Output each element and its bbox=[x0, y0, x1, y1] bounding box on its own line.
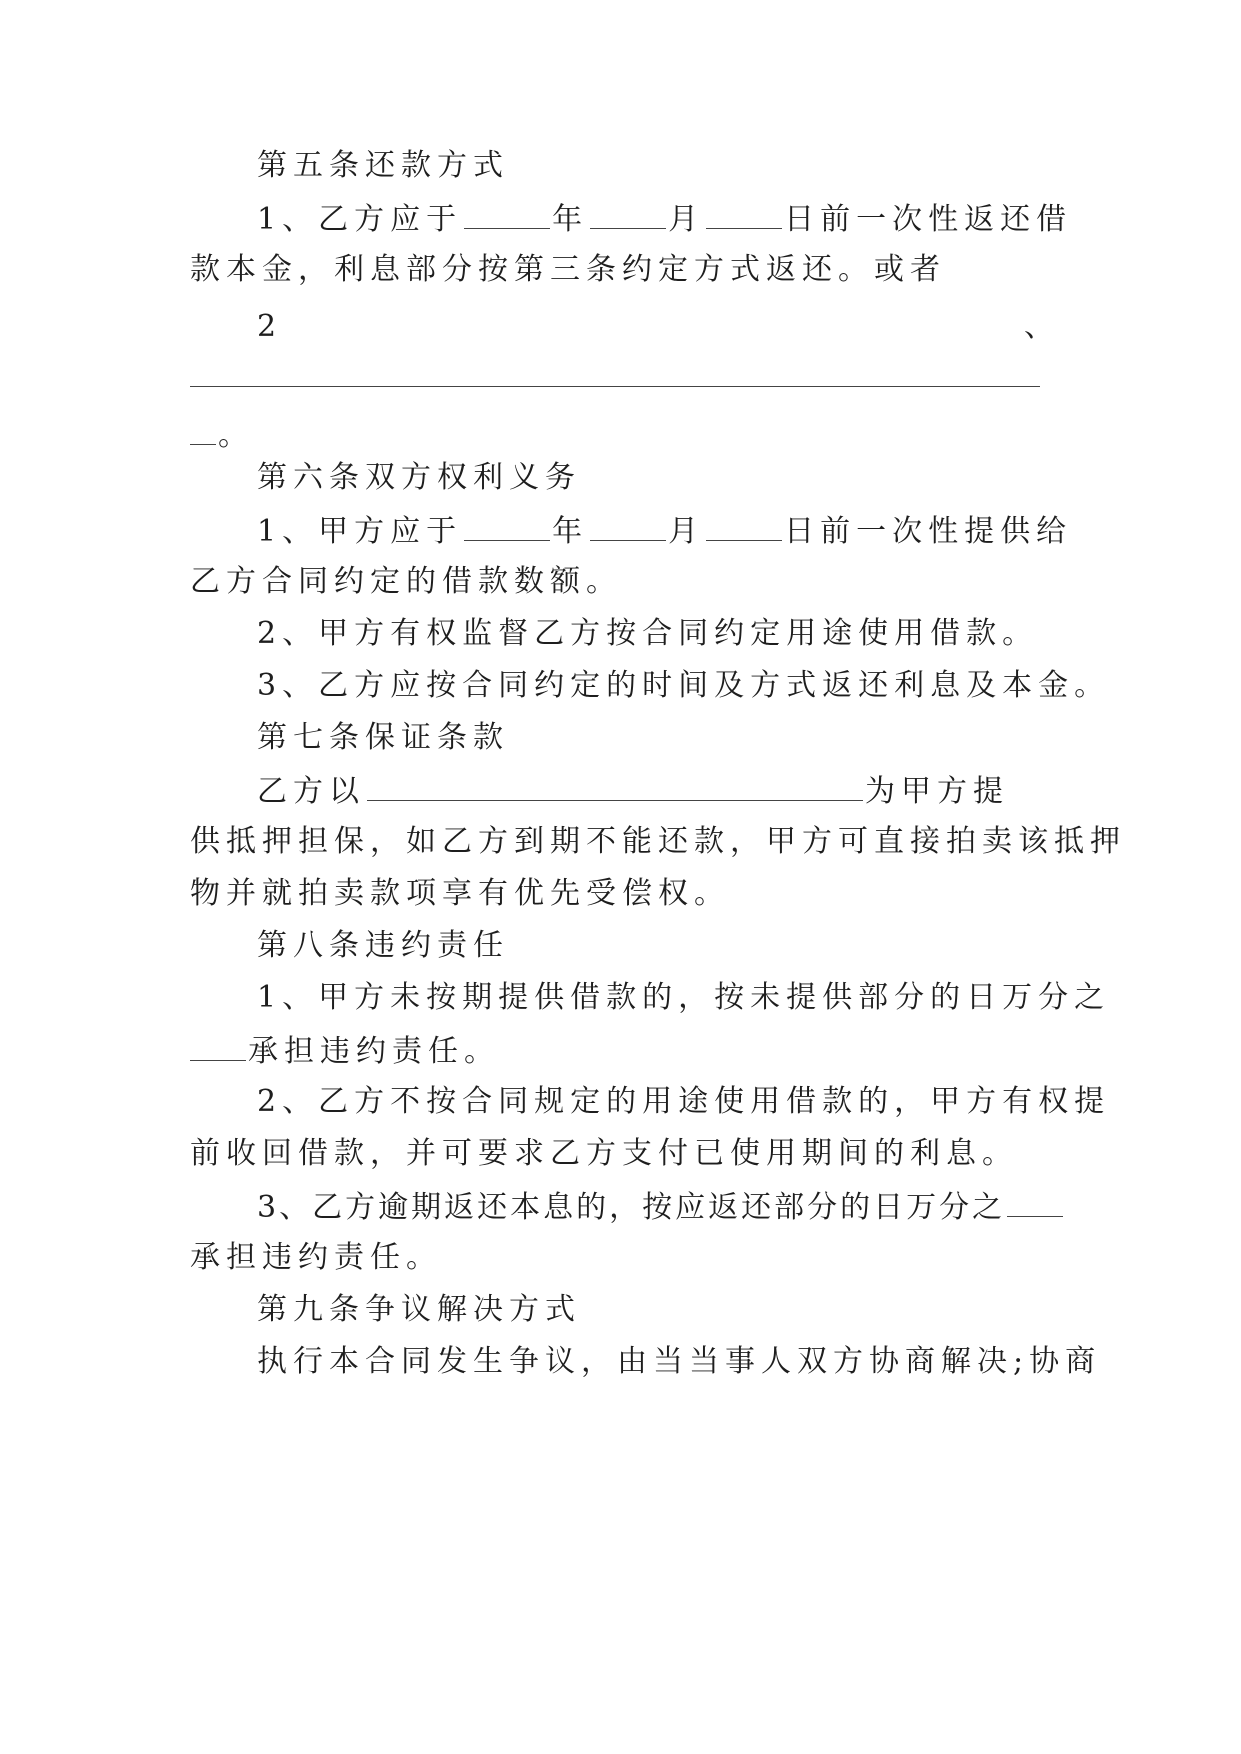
section-8-clause-2-line-1: 2、乙方不按合同规定的用途使用借款的，甲方有权提 bbox=[257, 1084, 1111, 1119]
section-5-clause-1-line-2: 款本金，利息部分按第三条约定方式返还。或者 bbox=[190, 252, 946, 287]
blank-day bbox=[706, 510, 782, 541]
section-6-title: 第六条双方权利义务 bbox=[257, 460, 581, 495]
section-8-clause-1-line-2 bbox=[190, 1030, 500, 1072]
clause-text: 为甲方提 bbox=[865, 774, 1009, 809]
month-label: 月 bbox=[668, 514, 705, 549]
section-7-clause-line-2: 供抵押担保，如乙方到期不能还款，甲方可直接拍卖该抵押 bbox=[190, 824, 1126, 859]
section-6-clause-3: 3、乙方应按合同约定的时间及方式返还利息及本金。 bbox=[257, 668, 1111, 703]
blank-month bbox=[590, 510, 666, 541]
clause-text: 承担违约责任。 bbox=[248, 1034, 500, 1069]
blank-day bbox=[706, 198, 782, 229]
section-9-title: 第九条争议解决方式 bbox=[257, 1292, 581, 1327]
section-9-clause-line-1: 执行本合同发生争议，由当当事人双方协商解决;协商 bbox=[257, 1344, 1102, 1379]
section-7-title: 第七条保证条款 bbox=[257, 720, 509, 755]
clause-text: 日前一次性提供给 bbox=[784, 514, 1073, 549]
section-8-clause-2-line-2: 前收回借款，并可要求乙方支付已使用期间的利息。 bbox=[190, 1136, 1018, 1171]
blank-collateral bbox=[367, 770, 863, 801]
clause-end: 。 bbox=[218, 418, 254, 453]
section-8-clause-3-line-2: 承担违约责任。 bbox=[190, 1240, 442, 1275]
clause-text: 1、乙方应于 bbox=[257, 202, 463, 237]
section-7-clause-line-3: 物并就拍卖款项享有优先受偿权。 bbox=[190, 876, 730, 911]
blank-rate bbox=[190, 1030, 246, 1061]
section-8-clause-3-line-1 bbox=[257, 1186, 1065, 1228]
section-6-clause-2: 2、甲方有权监督乙方按合同约定用途使用借款。 bbox=[257, 616, 1039, 651]
blank-year bbox=[464, 510, 550, 541]
section-6-clause-1-line-1 bbox=[257, 510, 1072, 552]
section-8-title: 第八条违约责任 bbox=[257, 928, 509, 963]
section-8-clause-1-line-1: 1、甲方未按期提供借款的，按未提供部分的日万分之 bbox=[257, 980, 1111, 1015]
blank-line-full bbox=[190, 386, 1040, 387]
clause-number: 2 bbox=[257, 309, 283, 344]
clause-separator: 、 bbox=[1024, 309, 1060, 344]
clause-text: 3、乙方逾期返还本息的，按应返还部分的日万分之 bbox=[257, 1190, 1006, 1225]
year-label: 年 bbox=[552, 202, 589, 237]
blank-year bbox=[464, 198, 550, 229]
year-label: 年 bbox=[552, 514, 589, 549]
month-label: 月 bbox=[668, 202, 705, 237]
clause-text: 日前一次性返还借 bbox=[784, 202, 1073, 237]
clause-text: 1、甲方应于 bbox=[257, 514, 463, 549]
clause-text: 乙方以 bbox=[257, 774, 365, 809]
section-7-clause-line-1 bbox=[257, 770, 1009, 812]
blank-rate bbox=[1007, 1186, 1063, 1217]
section-6-clause-1-line-2: 乙方合同约定的借款数额。 bbox=[190, 564, 622, 599]
blank-month bbox=[590, 198, 666, 229]
section-5-title: 第五条还款方式 bbox=[257, 148, 509, 183]
section-5-clause-2-line-3 bbox=[190, 414, 254, 456]
section-5-clause-1-line-1 bbox=[257, 198, 1072, 240]
blank-short bbox=[190, 414, 216, 445]
